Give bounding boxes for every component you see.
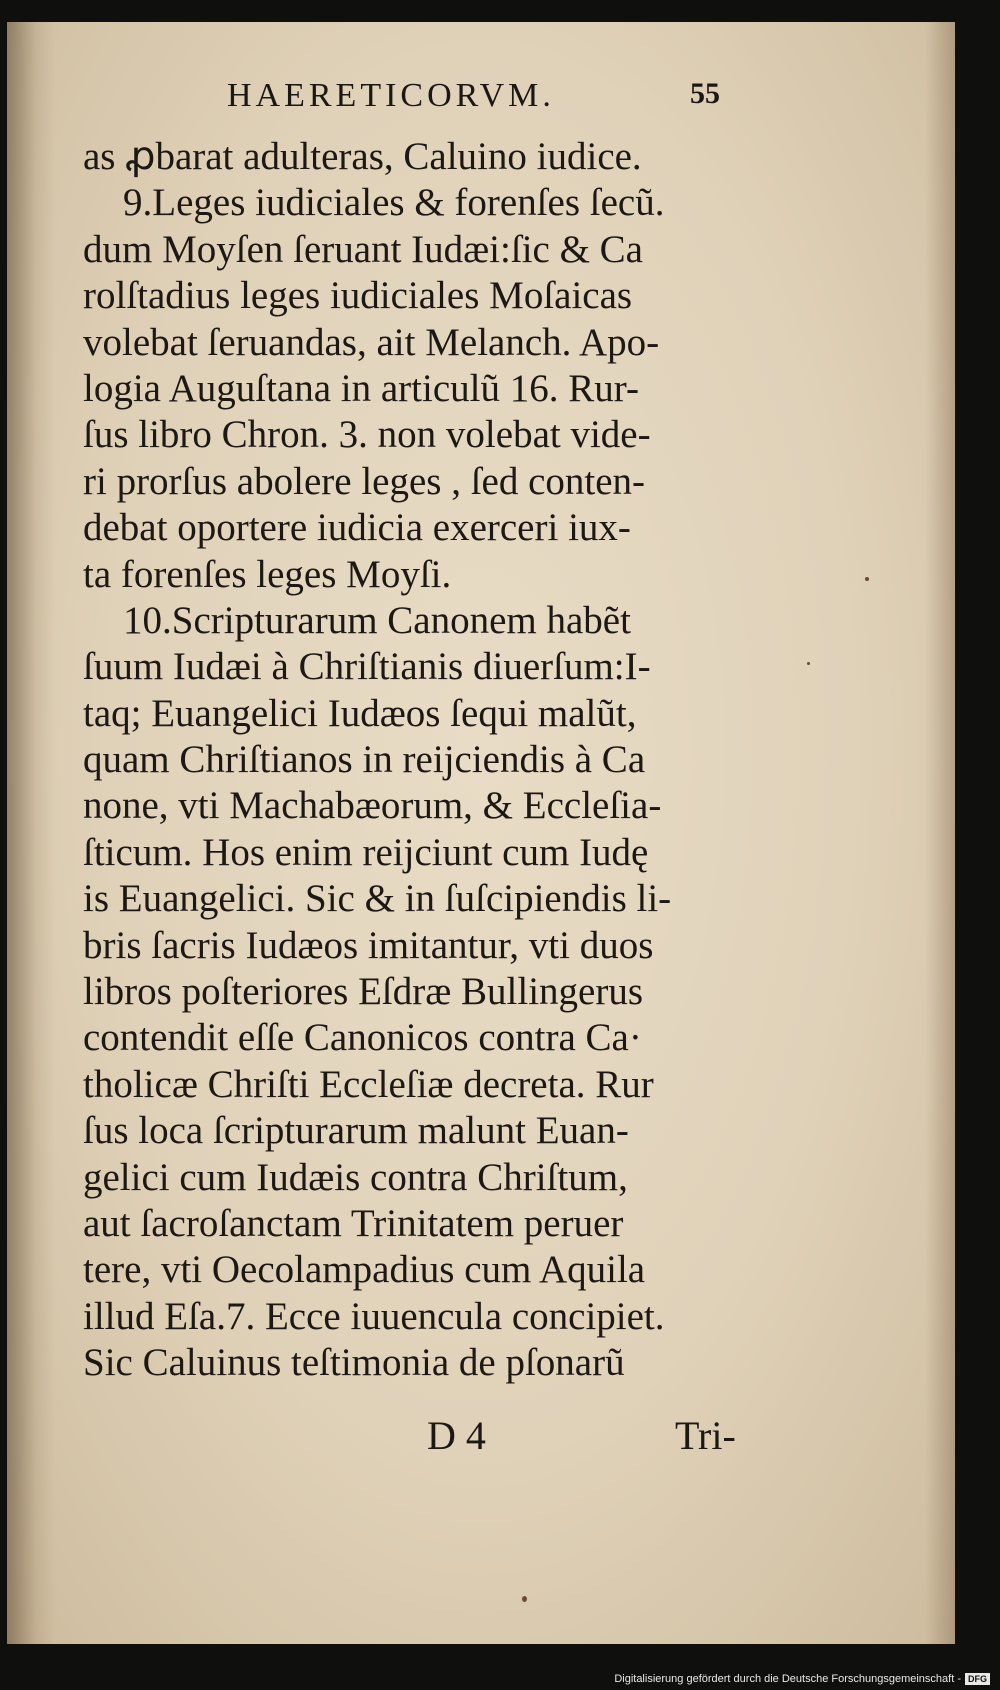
text-line: ſuum Iudæi à Chriſtianis diuerſum:I- <box>83 645 651 689</box>
text-line: bris ſacris Iudæos imitantur, vti duos <box>83 923 654 967</box>
text-line: 10.Scripturarum Canonem habẽt <box>123 598 631 642</box>
text-line: tere, vti Oecolampadius cum Aquila <box>83 1248 646 1292</box>
text-line: is Euangelici. Sic & in ſuſcipiendis li- <box>83 877 672 921</box>
text-line: rolſtadius leges iudiciales Moſaicas <box>83 274 633 318</box>
text-line: logia Auguſtana in articulũ 16. Rur- <box>83 366 639 410</box>
text-line: aut ſacroſanctam Trinitatem peruer <box>83 1201 624 1245</box>
text-line: debat oportere iudicia exerceri iux- <box>83 506 631 550</box>
signature-mark: D 4 <box>427 1413 486 1458</box>
text-line: ſus loca ſcripturarum malunt Euan- <box>83 1109 629 1153</box>
text-line: dum Moyſen ſeruant Iudæi:ſic & Ca <box>83 227 643 271</box>
text-line: 9.Leges iudiciales & forenſes ſecũ. <box>123 181 665 225</box>
text-line: volebat ſeruandas, ait Melanch. Apo- <box>83 320 660 364</box>
text-line: gelici cum Iudæis contra Chriſtum, <box>83 1155 628 1199</box>
page-number: 55 <box>690 77 720 110</box>
paper-speck <box>807 662 810 665</box>
text-line: ri prorſus abolere leges , ſed conten- <box>83 459 646 503</box>
text-line: as ꝓbarat adulteras, Caluino iudice. <box>83 135 642 178</box>
text-line: ſticum. Hos enim reijciunt cum Iudę <box>83 830 649 874</box>
page-edge-shadow <box>925 22 955 1644</box>
credit-text: Digitalisierung gefördert durch die Deutsche Forschungsgemeinschaft - <box>614 1673 961 1685</box>
text-line: tholicæ Chriſti Eccleſiæ decreta. Rur <box>83 1062 654 1106</box>
body-text <box>83 134 763 1387</box>
text-line: none, vti Machabæorum, & Eccleſia- <box>83 784 662 828</box>
catchword: Tri- <box>675 1413 736 1458</box>
text-line: contendit eſſe Canonicos contra Ca· <box>83 1016 642 1060</box>
text-line: taq; Euangelici Iudæos ſequi malũt, <box>83 691 637 735</box>
dfg-logo: DFG <box>965 1673 990 1685</box>
book-page <box>7 22 955 1644</box>
text-line: ta forenſes leges Moyſi. <box>83 552 452 596</box>
running-head: HAERETICORVM. <box>227 77 555 114</box>
text-line: quam Chriſtianos in reijciendis à Ca <box>83 738 646 782</box>
text-line: Sic Caluinus teſtimonia de pſonarũ <box>83 1341 625 1385</box>
text-line: libros poſteriores Eſdræ Bullingerus <box>83 970 644 1014</box>
spine-shadow <box>7 22 55 1644</box>
paper-speck <box>865 577 869 581</box>
text-line: illud Eſa.7. Ecce iuuencula concipiet. <box>83 1294 665 1338</box>
digitization-credit <box>614 1670 990 1688</box>
paper-speck <box>522 1596 527 1602</box>
text-line: ſus libro Chron. 3. non volebat vide- <box>83 413 651 457</box>
